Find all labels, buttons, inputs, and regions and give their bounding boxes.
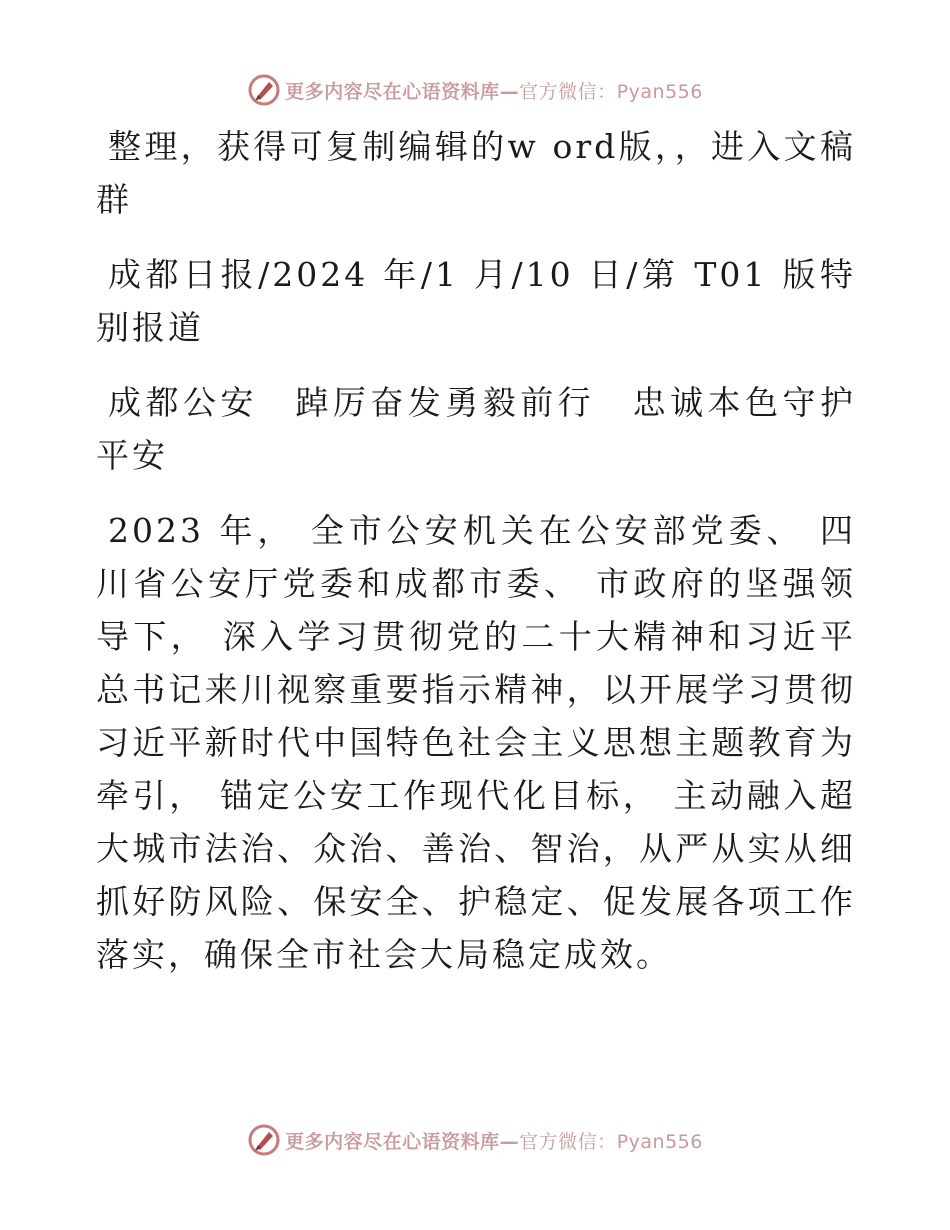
watermark-separator: — (499, 80, 520, 103)
pen-nib-logo-icon (247, 1123, 281, 1157)
header-watermark (0, 70, 950, 110)
paragraph-body: 2023 年， 全市公安机关在公安部党委、 四川省公安厅党委和成都市委、 市政府的坚强领导下， 深入学习贯彻党的二十大精神和习近平总书记来川视察重要指示精神，以开展学习贯彻习近平新时代中国特色社会主义思想主题教育为牵引， 锚定公安工作现代化目标， 主动融入超大城市法治、众治、善治、智治，从严从实从细抓好防风险、保安全、护稳定、促发展各项工作落实，确保全市社会大局稳定成效。 (96, 511, 856, 974)
pen-nib-logo-icon (247, 73, 281, 107)
watermark-wechat-label: 官方微信： (519, 1130, 617, 1153)
watermark-site-name: 更多内容尽在心语资料库 (285, 80, 500, 103)
watermark-text (285, 1127, 703, 1154)
document-body (96, 120, 856, 1003)
watermark-wechat-id: Pyan556 (616, 80, 703, 103)
watermark-wechat-label: 官方微信： (519, 80, 617, 103)
watermark-site-name: 更多内容尽在心语资料库 (285, 1130, 500, 1153)
paragraph-headline: 成都公安 踔厉奋发勇毅前行 忠诚本色守护平安 (96, 383, 856, 475)
watermark-wechat-id: Pyan556 (616, 1130, 703, 1153)
watermark-separator: — (499, 1130, 520, 1153)
watermark-text (285, 77, 703, 104)
paragraph-note: 整理，获得可复制编辑的w ord版，，进入文稿群 (96, 127, 856, 219)
paragraph-source: 成都日报/2024 年/1 月/10 日/第 T01 版特别报道 (96, 255, 856, 347)
footer-watermark (0, 1120, 950, 1160)
